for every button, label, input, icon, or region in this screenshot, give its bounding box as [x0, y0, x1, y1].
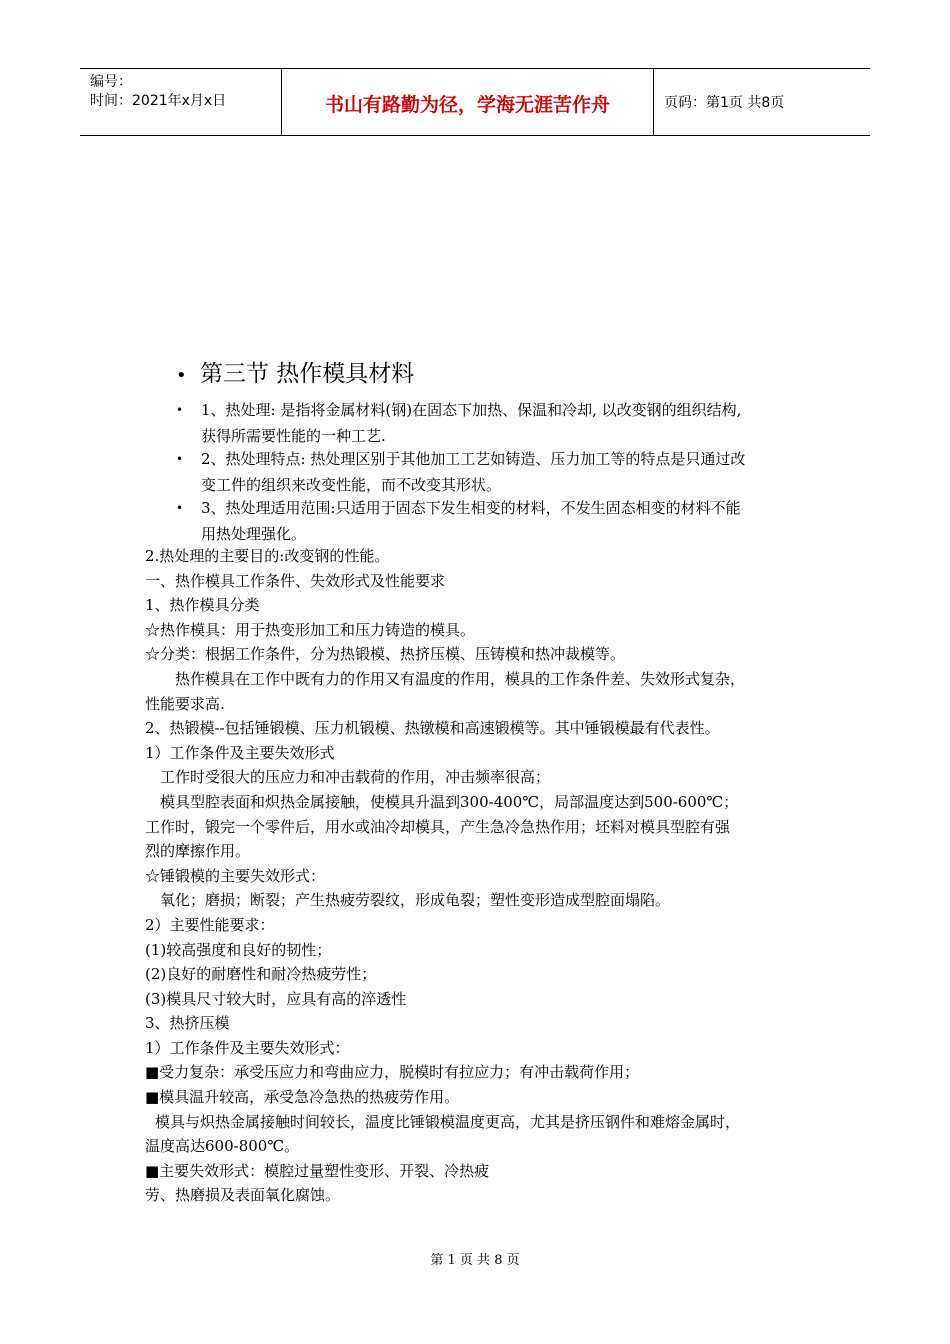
bullet-line: 获得所需要性能的一种工艺.: [201, 427, 386, 445]
text-line: 温度高达600-800℃。: [145, 1137, 300, 1156]
bullet-item: [176, 495, 816, 547]
text-line: 烈的摩擦作用。: [145, 842, 251, 861]
text-line: 氧化；磨损；断裂；产生热疲劳裂纹，形成龟裂；塑性变形造成型腔面塌陷。: [160, 891, 671, 910]
heading-line: 1）工作条件及主要失效形式: [145, 743, 335, 762]
text-line: ☆锤锻模的主要失效形式：: [145, 866, 326, 885]
heading-line: 1）工作条件及主要失效形式：: [145, 1038, 350, 1057]
text-line: 热作模具在工作中既有力的作用又有温度的作用，模具的工作条件差、失效形式复杂，: [175, 669, 746, 688]
text-line: 劳、热磨损及表面氧化腐蚀。: [145, 1186, 341, 1205]
heading-line: 3、热挤压模: [145, 1014, 230, 1033]
heading-line: 1、热作模具分类: [145, 596, 260, 615]
header-meta: [80, 69, 282, 135]
text-line: (2)良好的耐磨性和耐冷热疲劳性；: [145, 965, 377, 984]
doc-time-label: 时间：2021年x月x日: [90, 93, 227, 109]
heading-line: 2、热锻模--包括锤锻模、压力机锻模、热镦模和高速锻模等。其中锤锻模最有代表性。: [145, 719, 720, 738]
bullet-line: 用热处理强化。: [201, 525, 307, 543]
page-footer: 第 1 页 共 8 页: [430, 1253, 520, 1268]
body-text: [145, 544, 825, 1208]
bullet-item: [176, 397, 816, 449]
text-line: (3)模具尺寸较大时，应具有高的淬透性: [145, 989, 407, 1008]
section-title-text: 第三节 热作模具材料: [200, 361, 415, 387]
heading-line: 2）主要性能要求：: [145, 915, 275, 934]
header-page-info: 页码：第1页 共8页: [664, 95, 785, 111]
text-line: 工作时，锻完一个零件后，用水或油冷却模具，产生急冷急热作用；坯料对模具型腔有强: [145, 817, 731, 836]
text-line: ■模具温升较高，承受急冷急热的热疲劳作用。: [145, 1088, 460, 1107]
bullet-icon: •: [176, 365, 187, 386]
text-line: 模具与炽热金属接触时间较长，温度比锤锻模温度更高，尤其是挤压钢件和难熔金属时，: [155, 1112, 741, 1131]
text-line: ■主要失效形式：模腔过量塑性变形、开裂、冷热疲: [145, 1161, 490, 1180]
page-header: [80, 68, 870, 136]
bullet-icon: •: [176, 501, 184, 515]
text-line: 2.热处理的主要目的:改变钢的性能。: [145, 547, 390, 565]
bullet-line: 3、热处理适用范围:只适用于固态下发生相变的材料，不发生固态相变的材料不能: [201, 499, 741, 517]
bullet-line: 2、热处理特点: 热处理区别于其他加工工艺如铸造、压力加工等的特点是只通过改: [201, 450, 746, 468]
text-line: 性能要求高.: [145, 694, 225, 713]
text-line: 工作时受很大的压应力和冲击载荷的作用，冲击频率很高；: [160, 768, 551, 787]
bullet-line: 1、热处理: 是指将金属材料(钢)在固态下加热、保温和冷却, 以改变钢的组织结构,: [201, 401, 742, 419]
text-line: ☆分类：根据工作条件，分为热锻模、热挤压模、压铸模和热冲裁模等。: [145, 645, 626, 664]
text-line: (1)较高强度和良好的韧性；: [145, 940, 332, 959]
text-line: 模具型腔表面和炽热金属接触，使模具升温到300-400℃，局部温度达到500-600℃；: [160, 792, 739, 811]
bullet-item: [176, 446, 816, 498]
header-motto: 书山有路勤为径，学海无涯苦作舟: [282, 69, 654, 135]
text-line: ■受力复杂：承受压应力和弯曲应力，脱模时有拉应力；有冲击载荷作用；: [145, 1063, 640, 1082]
doc-number-label: 编号：: [90, 74, 132, 90]
heading-line: 一、热作模具工作条件、失效形式及性能要求: [145, 571, 446, 590]
text-line: ☆热作模具：用于热变形加工和压力铸造的模具。: [145, 620, 476, 639]
bullet-line: 变工件的组织来改变性能，而不改变其形状。: [201, 476, 502, 494]
bullet-icon: •: [176, 403, 184, 417]
section-title: [176, 355, 414, 388]
bullet-icon: •: [176, 452, 184, 466]
